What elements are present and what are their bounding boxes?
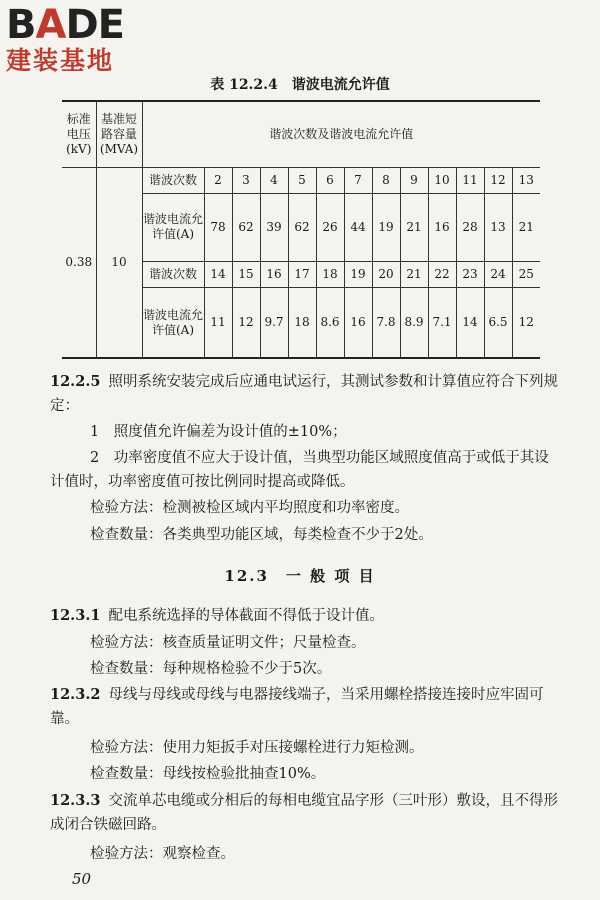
table-cell: 16 [428, 193, 456, 261]
table-cell: 21 [512, 193, 540, 261]
table-cell: 17 [288, 262, 316, 288]
clause-text: 照明系统安装完成后应通电试运行，其测试参数和计算值应符合下列规定： [50, 374, 558, 414]
table-cell: 11 [456, 167, 484, 193]
clause-number: 12.3.3 [50, 792, 101, 809]
table-cell: 22 [428, 262, 456, 288]
inspection-quantity: 检查数量：每种规格检验不少于5次。 [90, 661, 332, 677]
table-cell: 11 [204, 288, 232, 358]
harmonic-current-table [62, 100, 540, 359]
table-cell: 14 [456, 288, 484, 358]
section-title: 12.3 一 般 项 目 [224, 567, 376, 585]
table-cell: 18 [316, 262, 344, 288]
table-cell: 19 [372, 193, 400, 261]
inspection-method: 检验方法：核查质量证明文件；尺量检查。 [90, 635, 366, 651]
header-capacity: 基准短路容量(MVA) [96, 101, 142, 167]
inspection-quantity: 检查数量：母线按检验批抽查10%。 [90, 766, 326, 782]
inspection-method: 检验方法：观察检查。 [90, 846, 235, 862]
table-cell: 28 [456, 193, 484, 261]
table-cell: 16 [344, 288, 372, 358]
voltage-value: 0.38 [62, 167, 96, 358]
table-cell: 39 [260, 193, 288, 261]
row-label: 谐波次数 [142, 167, 204, 193]
row-label: 谐波电流允许值(A) [142, 288, 204, 358]
row-label: 谐波电流允许值(A) [142, 193, 204, 261]
table-cell: 8.6 [316, 288, 344, 358]
clause-item-1: 1 照度值允许偏差为设计值的±10%； [90, 424, 347, 440]
table-cell: 3 [232, 167, 260, 193]
table-cell: 14 [204, 262, 232, 288]
clause-12-3-2 [50, 683, 560, 731]
table-cell: 9 [400, 167, 428, 193]
clause-text: 配电系统选择的导体截面不得低于设计值。 [108, 608, 384, 624]
row-label: 谐波次数 [142, 262, 204, 288]
table-cell: 7 [344, 167, 372, 193]
site-logo [6, 4, 124, 76]
header-span: 谐波次数及谐波电流允许值 [142, 101, 540, 167]
table-cell: 12 [512, 288, 540, 358]
table-cell: 8.9 [400, 288, 428, 358]
table-cell: 16 [260, 262, 288, 288]
table-cell: 15 [232, 262, 260, 288]
table-caption: 表 12.2.4 谐波电流允许值 [210, 77, 390, 93]
table-cell: 21 [400, 193, 428, 261]
capacity-value: 10 [96, 167, 142, 358]
table-cell: 78 [204, 193, 232, 261]
table-cell: 13 [484, 193, 512, 261]
table-cell: 4 [260, 167, 288, 193]
table-cell: 62 [232, 193, 260, 261]
table-cell: 8 [372, 167, 400, 193]
table-cell: 7.8 [372, 288, 400, 358]
clause-text: 交流单芯电缆或分相后的每相电缆宜品字形（三叶形）敷设，且不得形成闭合铁磁回路。 [50, 793, 558, 833]
table-cell: 6 [316, 167, 344, 193]
clause-number: 12.3.1 [50, 607, 101, 624]
table-cell: 26 [316, 193, 344, 261]
clause-12-3-3 [50, 789, 560, 837]
table-cell: 62 [288, 193, 316, 261]
table-cell: 20 [372, 262, 400, 288]
table-cell: 19 [344, 262, 372, 288]
logo-wordmark: BADE [6, 2, 124, 48]
table-cell: 12 [484, 167, 512, 193]
clause-12-3-1 [50, 604, 560, 628]
table-cell: 18 [288, 288, 316, 358]
table-cell: 21 [400, 262, 428, 288]
clause-number: 12.3.2 [50, 686, 101, 703]
table-cell: 12 [232, 288, 260, 358]
clause-number: 12.2.5 [50, 373, 101, 390]
table-cell: 13 [512, 167, 540, 193]
clause-item-2: 2 功率密度值不应大于设计值，当典型功能区域照度值高于或低于其设计值时，功率密度值可按比例同时提高或降低。 [50, 450, 549, 490]
page-number: 50 [72, 870, 92, 888]
table-cell: 2 [204, 167, 232, 193]
table-cell: 9.7 [260, 288, 288, 358]
clause-text: 母线与母线或母线与电器接线端子，当采用螺栓搭接连接时应牢固可靠。 [50, 687, 544, 727]
inspection-quantity: 检查数量：各类典型功能区域，每类检查不少于2处。 [90, 527, 433, 543]
table-cell: 25 [512, 262, 540, 288]
inspection-method: 检验方法：检测被检区域内平均照度和功率密度。 [90, 500, 409, 516]
inspection-method: 检验方法：使用力矩扳手对压接螺栓进行力矩检测。 [90, 740, 424, 756]
table-cell: 23 [456, 262, 484, 288]
logo-subtitle: 建装基地 [6, 46, 115, 75]
table-cell: 7.1 [428, 288, 456, 358]
table-cell: 10 [428, 167, 456, 193]
table-cell: 44 [344, 193, 372, 261]
table-cell: 6.5 [484, 288, 512, 358]
table-cell: 5 [288, 167, 316, 193]
clause-12-2-5 [50, 370, 560, 418]
table-cell: 24 [484, 262, 512, 288]
header-voltage: 标准电压(kV) [62, 101, 96, 167]
